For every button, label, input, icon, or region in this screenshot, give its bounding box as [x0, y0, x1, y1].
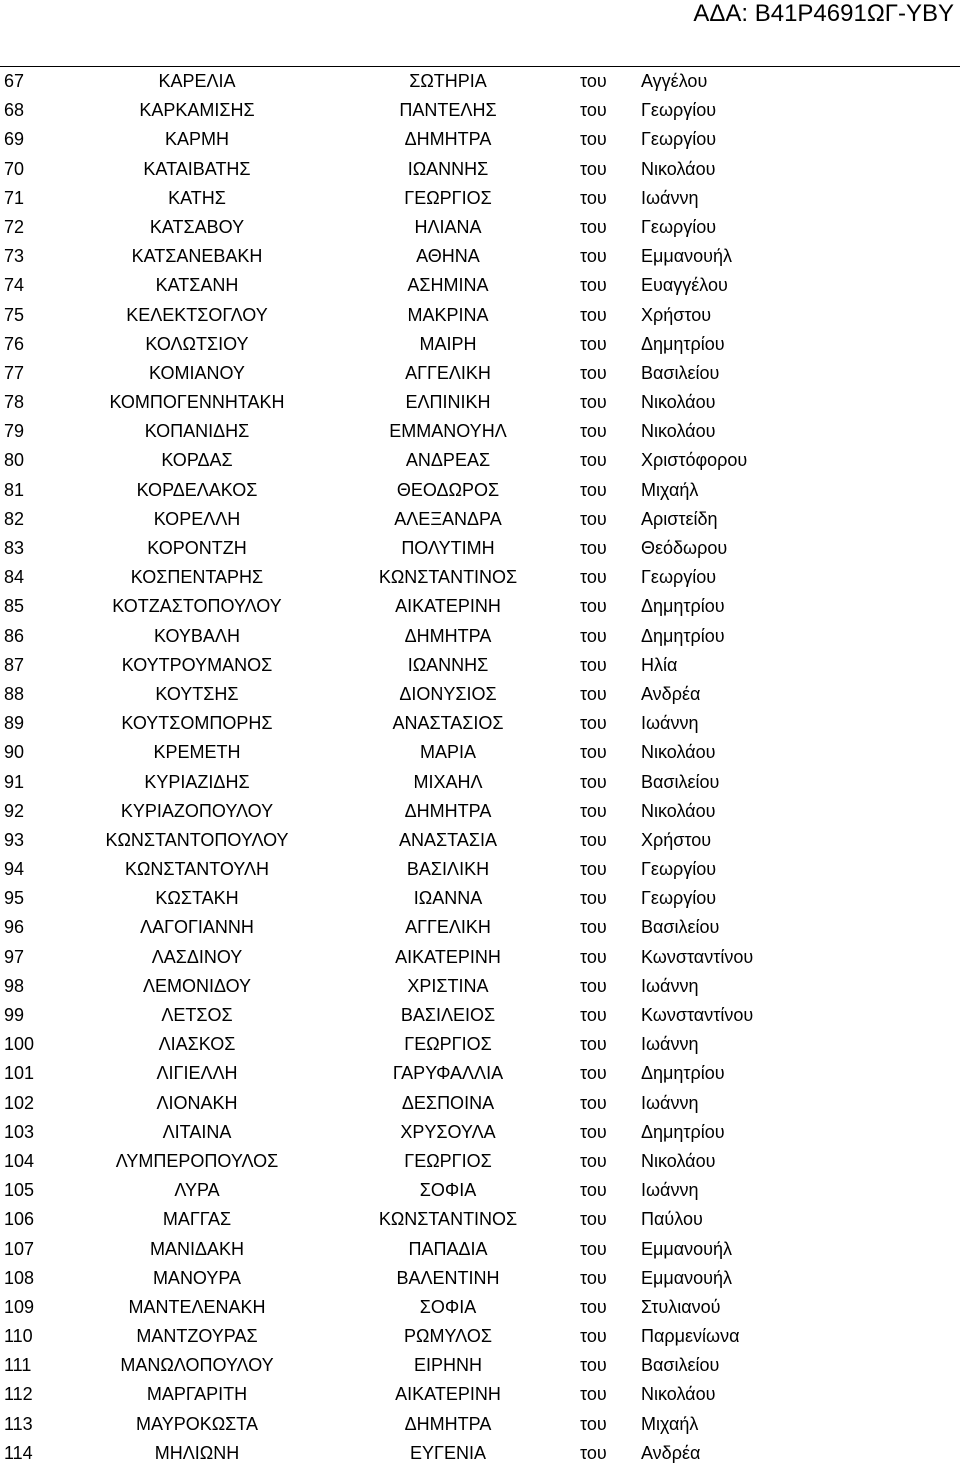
table-row	[0, 1322, 960, 1351]
surname-cell: ΚΟΡΕΛΛΗ	[153, 508, 241, 529]
surname-cell: ΜΑΥΡΟΚΩΣΤΑ	[136, 1413, 258, 1434]
father-name-cell: Ιωάννη	[641, 713, 699, 734]
first-name-cell: ΧΡΙΣΤΙΝΑ	[407, 975, 489, 996]
of-word-cell: του	[580, 1063, 607, 1084]
father-name-cell: Γεωργίου	[641, 129, 717, 150]
first-name-cell: ΕΙΡΗΝΗ	[413, 1355, 482, 1376]
first-name-cell: ΕΜΜΑΝΟΥΗΛ	[389, 421, 507, 442]
of-word-cell: του	[580, 742, 607, 763]
first-name-cell: ΣΩΤΗΡΙΑ	[409, 71, 487, 91]
table-row	[0, 1118, 960, 1147]
first-name-cell: ΒΑΛΕΝΤΙΝΗ	[396, 1267, 500, 1288]
row-number: 69	[4, 129, 25, 150]
surname-cell: ΚΥΡΙΑΖΟΠΟΥΛΟΥ	[120, 800, 274, 821]
of-word-cell: του	[580, 800, 607, 821]
row-number: 76	[4, 333, 25, 354]
of-word-cell: του	[580, 567, 607, 588]
first-name-cell: ΜΙΧΑΗΛ	[413, 771, 483, 792]
row-number: 86	[4, 625, 25, 646]
father-name-cell: Δημητρίου	[641, 596, 725, 617]
surname-cell: ΚΟΥΤΣΗΣ	[155, 683, 239, 704]
row-number: 100	[4, 1034, 35, 1055]
father-name-cell: Νικολάου	[641, 1384, 716, 1405]
first-name-cell: ΔΙΟΝΥΣΙΟΣ	[399, 683, 497, 704]
surname-cell: ΚΥΡΙΑΖΙΔΗΣ	[144, 771, 250, 792]
of-word-cell: του	[580, 625, 607, 646]
surname-cell: ΛΥΜΠΕΡΟΠΟΥΛΟΣ	[115, 1150, 279, 1171]
surname-cell: ΚΟΡΟΝΤΖΗ	[147, 538, 247, 558]
surname-cell: ΚΑΤΣΑΝΗ	[155, 275, 239, 296]
surname-cell: ΛΙΤΑΙΝΑ	[162, 1121, 232, 1142]
first-name-cell: ΣΟΦΙΑ	[419, 1180, 477, 1201]
of-word-cell: του	[580, 1005, 607, 1025]
father-name-cell: Ιωάννη	[641, 1034, 699, 1055]
table-row	[0, 446, 960, 475]
surname-cell: ΜΑΡΓΑΡΙΤΗ	[146, 1384, 248, 1405]
row-number: 84	[4, 567, 25, 588]
first-name-cell: ΕΛΠΙΝΙΚΗ	[405, 392, 491, 413]
surname-cell: ΛΙΑΣΚΟΣ	[158, 1034, 236, 1055]
row-number: 98	[4, 975, 25, 996]
table-row	[0, 301, 960, 330]
father-name-cell: Δημητρίου	[641, 625, 725, 646]
first-name-cell: ΑΣΗΜΙΝΑ	[407, 275, 489, 296]
first-name-cell: ΧΡΥΣΟΥΛΑ	[400, 1121, 496, 1142]
row-number: 111	[4, 1355, 32, 1376]
first-name-cell: ΑΙΚΑΤΕΡΙΝΗ	[395, 1384, 501, 1405]
row-number: 96	[4, 917, 25, 938]
row-number: 67	[4, 71, 25, 91]
father-name-cell: Δημητρίου	[641, 1063, 725, 1084]
row-number: 88	[4, 683, 25, 704]
table-row	[0, 534, 960, 563]
father-name-cell: Ιωάννη	[641, 187, 699, 208]
father-name-cell: Δημητρίου	[641, 1121, 725, 1142]
first-name-cell: ΙΩΑΝΝΗΣ	[407, 654, 489, 675]
row-number: 72	[4, 216, 25, 237]
row-number: 113	[4, 1413, 33, 1434]
row-number: 101	[4, 1063, 35, 1084]
father-name-cell: Εμμανουήλ	[641, 1238, 733, 1259]
first-name-cell: ΑΙΚΑΤΕΡΙΝΗ	[395, 596, 501, 617]
table-row	[0, 1059, 960, 1088]
table-row	[0, 592, 960, 621]
surname-cell: ΜΑΝΩΛΟΠΟΥΛΟΥ	[120, 1355, 274, 1376]
surname-cell: ΚΑΡΚΑΜΙΣΗΣ	[139, 100, 255, 121]
first-name-cell: ΑΓΓΕΛΙΚΗ	[405, 362, 491, 383]
of-word-cell: του	[580, 1296, 607, 1317]
of-word-cell: του	[580, 479, 607, 500]
first-name-cell: ΑΙΚΑΤΕΡΙΝΗ	[395, 946, 501, 967]
row-number: 99	[4, 1005, 25, 1025]
table-row	[0, 1410, 960, 1439]
of-word-cell: του	[580, 1267, 607, 1288]
surname-cell: ΚΟΣΠΕΝΤΑΡΗΣ	[130, 567, 264, 588]
surname-cell: ΛΕΜΟΝΙΔΟΥ	[142, 975, 252, 996]
of-word-cell: του	[580, 392, 607, 413]
row-number: 114	[4, 1442, 33, 1463]
first-name-cell: ΓΕΩΡΓΙΟΣ	[404, 187, 492, 208]
of-word-cell: του	[580, 1238, 607, 1259]
of-word-cell: του	[580, 1355, 607, 1376]
father-name-cell: Νικολάου	[641, 392, 716, 413]
surname-cell: ΚΑΤΗΣ	[168, 187, 226, 208]
father-name-cell: Χρήστου	[641, 304, 712, 325]
first-name-cell: ΑΛΕΞΑΝΔΡΑ	[394, 508, 502, 529]
surname-cell: ΚΟΜΠΟΓΕΝΝΗΤΑΚΗ	[109, 392, 285, 413]
father-name-cell: Ιωάννη	[641, 1180, 699, 1201]
of-word-cell: του	[580, 829, 607, 850]
row-number: 108	[4, 1267, 35, 1288]
surname-cell: ΚΩΝΣΤΑΝΤΟΥΛΗ	[124, 859, 270, 880]
of-word-cell: του	[580, 1092, 607, 1113]
row-number: 89	[4, 713, 25, 734]
table-row	[0, 709, 960, 738]
of-word-cell: του	[580, 333, 607, 354]
ada-header: ΑΔΑ: Β41Ρ4691ΩΓ-ΥΒΥ	[693, 0, 954, 27]
surname-cell: ΚΟΡΔΕΛΑΚΟΣ	[136, 479, 258, 500]
surname-cell: ΛΑΓΟΓΙΑΝΝΗ	[140, 917, 254, 938]
surname-cell: ΛΕΤΣΟΣ	[161, 1005, 233, 1025]
father-name-cell: Γεωργίου	[641, 859, 717, 880]
of-word-cell: του	[580, 1209, 607, 1230]
first-name-cell: ΗΛΙΑΝΑ	[414, 216, 482, 237]
of-word-cell: του	[580, 1150, 607, 1171]
table-row	[0, 563, 960, 592]
first-name-cell: ΔΗΜΗΤΡΑ	[404, 1413, 492, 1434]
table-row	[0, 1380, 960, 1409]
father-name-cell: Χρήστου	[641, 829, 712, 850]
of-word-cell: του	[580, 713, 607, 734]
row-number: 91	[4, 771, 25, 792]
surname-cell: ΜΑΓΓΑΣ	[162, 1209, 232, 1230]
first-name-cell: ΑΝΑΣΤΑΣΙΑ	[399, 829, 497, 850]
of-word-cell: του	[580, 129, 607, 150]
table-row	[0, 680, 960, 709]
table-row	[0, 388, 960, 417]
first-name-cell: ΜΑΡΙΑ	[419, 742, 476, 763]
father-name-cell: Ιωάννη	[641, 975, 699, 996]
of-word-cell: του	[580, 450, 607, 471]
surname-cell: ΚΕΛΕΚΤΣΟΓΛΟΥ	[126, 304, 268, 325]
table-row	[0, 768, 960, 797]
table-row	[0, 67, 960, 96]
surname-cell: ΚΟΜΙΑΝΟΥ	[149, 362, 245, 383]
row-number: 105	[4, 1180, 35, 1201]
first-name-cell: ΠΑΝΤΕΛΗΣ	[399, 100, 497, 121]
row-number: 94	[4, 859, 25, 880]
table-row	[0, 476, 960, 505]
row-number: 90	[4, 742, 25, 763]
of-word-cell: του	[580, 187, 607, 208]
surname-cell: ΚΟΡΔΑΣ	[161, 450, 233, 471]
first-name-cell: ΙΩΑΝΝΗΣ	[407, 158, 489, 179]
first-name-cell: ΕΥΓΕΝΙΑ	[410, 1442, 486, 1463]
first-name-cell: ΙΩΑΝΝΑ	[413, 888, 483, 909]
of-word-cell: του	[580, 1413, 607, 1434]
first-name-cell: ΓΑΡΥΦΑΛΛΙΑ	[392, 1063, 504, 1084]
table-row	[0, 213, 960, 242]
first-name-cell: ΔΕΣΠΟΙΝΑ	[401, 1092, 495, 1113]
of-word-cell: του	[580, 975, 607, 996]
surname-cell: ΜΑΝΤΕΛΕΝΑΚΗ	[128, 1296, 266, 1317]
of-word-cell: του	[580, 246, 607, 267]
of-word-cell: του	[580, 421, 607, 442]
surname-cell: ΚΑΤΣΑΝΕΒΑΚΗ	[131, 246, 263, 267]
surname-cell: ΛΙΟΝΑΚΗ	[156, 1092, 238, 1113]
table-row	[0, 622, 960, 651]
father-name-cell: Ευαγγέλου	[641, 275, 728, 296]
table-row	[0, 1001, 960, 1030]
row-number: 93	[4, 829, 25, 850]
surname-cell: ΛΥΡΑ	[174, 1180, 220, 1201]
row-number: 73	[4, 246, 25, 267]
of-word-cell: του	[580, 216, 607, 237]
first-name-cell: ΣΟΦΙΑ	[419, 1296, 477, 1317]
table-row	[0, 1235, 960, 1264]
table-row	[0, 1176, 960, 1205]
row-number: 68	[4, 100, 25, 121]
row-number: 81	[4, 479, 25, 500]
of-word-cell: του	[580, 275, 607, 296]
first-name-cell: ΜΑΙΡΗ	[419, 333, 477, 354]
first-name-cell: ΑΝΑΣΤΑΣΙΟΣ	[392, 713, 504, 734]
first-name-cell: ΔΗΜΗΤΡΑ	[404, 800, 492, 821]
row-number: 83	[4, 538, 25, 558]
first-name-cell: ΒΑΣΙΛΕΙΟΣ	[400, 1005, 496, 1025]
row-number: 104	[4, 1150, 35, 1171]
row-number: 77	[4, 362, 25, 383]
surname-cell: ΚΟΥΤΡΟΥΜΑΝΟΣ	[121, 654, 273, 675]
father-name-cell: Δημητρίου	[641, 333, 725, 354]
table-row	[0, 1439, 960, 1468]
father-name-cell: Βασιλείου	[641, 917, 720, 938]
of-word-cell: του	[580, 859, 607, 880]
table-row	[0, 155, 960, 184]
father-name-cell: Γεωργίου	[641, 100, 717, 121]
father-name-cell: Ανδρέα	[641, 683, 701, 704]
father-name-cell: Νικολάου	[641, 421, 716, 442]
table-row	[0, 651, 960, 680]
of-word-cell: του	[580, 888, 607, 909]
father-name-cell: Κωνσταντίνου	[641, 1005, 754, 1025]
surname-cell: ΜΗΛΙΩΝΗ	[154, 1442, 240, 1463]
row-number: 75	[4, 304, 25, 325]
row-number: 95	[4, 888, 25, 909]
of-word-cell: του	[580, 1326, 607, 1347]
row-number: 70	[4, 158, 25, 179]
surname-cell: ΛΙΓΙΕΛΛΗ	[156, 1063, 238, 1084]
row-number: 79	[4, 421, 25, 442]
father-name-cell: Εμμανουήλ	[641, 1267, 733, 1288]
row-number: 107	[4, 1238, 35, 1259]
father-name-cell: Παύλου	[641, 1209, 703, 1230]
first-name-cell: ΠΑΠΑΔΙΑ	[408, 1238, 488, 1259]
surname-cell: ΚΩΣΤΑΚΗ	[155, 888, 239, 909]
of-word-cell: του	[580, 1442, 607, 1463]
of-word-cell: του	[580, 538, 607, 558]
surname-cell: ΚΑΡΜΗ	[164, 129, 229, 150]
row-number: 112	[4, 1384, 33, 1405]
surname-cell: ΜΑΝΙΔΑΚΗ	[149, 1238, 245, 1259]
surname-cell: ΚΟΠΑΝΙΔΗΣ	[144, 421, 250, 442]
father-name-cell: Εμμανουήλ	[641, 246, 733, 267]
table-row	[0, 271, 960, 300]
row-number: 85	[4, 596, 25, 617]
table-row	[0, 913, 960, 942]
table-row	[0, 1030, 960, 1059]
of-word-cell: του	[580, 304, 607, 325]
table-row	[0, 125, 960, 154]
father-name-cell: Κωνσταντίνου	[641, 946, 754, 967]
row-number: 110	[4, 1326, 33, 1347]
table-row	[0, 972, 960, 1001]
row-number: 103	[4, 1121, 35, 1142]
of-word-cell: του	[580, 158, 607, 179]
row-number: 109	[4, 1296, 35, 1317]
table-row	[0, 96, 960, 125]
table-row	[0, 242, 960, 271]
of-word-cell: του	[580, 946, 607, 967]
row-number: 87	[4, 654, 25, 675]
surname-cell: ΜΑΝΤΖΟΥΡΑΣ	[136, 1326, 258, 1347]
father-name-cell: Στυλιανού	[641, 1296, 721, 1317]
father-name-cell: Μιχαήλ	[641, 1413, 699, 1434]
of-word-cell: του	[580, 1034, 607, 1055]
of-word-cell: του	[580, 1180, 607, 1201]
father-name-cell: Θεόδωρου	[641, 538, 728, 558]
surname-cell: ΚΟΥΤΣΟΜΠΟΡΗΣ	[121, 713, 273, 734]
first-name-cell: ΑΓΓΕΛΙΚΗ	[405, 917, 491, 938]
first-name-cell: ΓΕΩΡΓΙΟΣ	[404, 1150, 492, 1171]
row-number: 97	[4, 946, 25, 967]
table-row	[0, 855, 960, 884]
surname-cell: ΜΑΝΟΥΡΑ	[152, 1267, 242, 1288]
father-name-cell: Μιχαήλ	[641, 479, 699, 500]
of-word-cell: του	[580, 1121, 607, 1142]
row-number: 102	[4, 1092, 35, 1113]
table-row	[0, 505, 960, 534]
father-name-cell: Νικολάου	[641, 742, 716, 763]
of-word-cell: του	[580, 771, 607, 792]
of-word-cell: του	[580, 362, 607, 383]
father-name-cell: Νικολάου	[641, 1150, 716, 1171]
row-number: 78	[4, 392, 25, 413]
table-row	[0, 1147, 960, 1176]
table-row	[0, 1351, 960, 1380]
father-name-cell: Χριστόφορου	[641, 450, 748, 471]
surname-cell: ΚΟΤΖΑΣΤΟΠΟΥΛΟΥ	[112, 596, 282, 617]
father-name-cell: Γεωργίου	[641, 567, 717, 588]
father-name-cell: Βασιλείου	[641, 362, 720, 383]
row-number: 80	[4, 450, 25, 471]
surname-cell: ΚΡΕΜΕΤΗ	[153, 742, 241, 763]
table-row	[0, 359, 960, 388]
row-number: 82	[4, 508, 25, 529]
of-word-cell: του	[580, 596, 607, 617]
of-word-cell: του	[580, 654, 607, 675]
table-row	[0, 1264, 960, 1293]
of-word-cell: του	[580, 917, 607, 938]
row-number: 74	[4, 275, 25, 296]
first-name-cell: ΑΘΗΝΑ	[416, 246, 480, 267]
table-row	[0, 943, 960, 972]
table-row	[0, 184, 960, 213]
father-name-cell: Βασιλείου	[641, 1355, 720, 1376]
surname-cell: ΚΟΛΩΤΣΙΟΥ	[145, 333, 249, 354]
surname-cell: ΚΑΤΣΑΒΟΥ	[149, 216, 245, 237]
first-name-cell: ΓΕΩΡΓΙΟΣ	[404, 1034, 492, 1055]
table-row	[0, 330, 960, 359]
surname-cell: ΚΩΝΣΤΑΝΤΟΠΟΥΛΟΥ	[105, 829, 289, 850]
first-name-cell: ΚΩΝΣΤΑΝΤΙΝΟΣ	[378, 567, 518, 588]
of-word-cell: του	[580, 683, 607, 704]
first-name-cell: ΑΝΔΡΕΑΣ	[405, 450, 491, 471]
of-word-cell: του	[580, 508, 607, 529]
surname-cell: ΚΑΤΑΙΒΑΤΗΣ	[143, 158, 251, 179]
row-number: 106	[4, 1209, 35, 1230]
table-row	[0, 1089, 960, 1118]
father-name-cell: Ανδρέα	[641, 1442, 701, 1463]
table-row	[0, 1293, 960, 1322]
surname-cell: ΛΑΣΔΙΝΟΥ	[151, 946, 243, 967]
table-row	[0, 417, 960, 446]
father-name-cell: Αριστείδη	[641, 508, 718, 529]
father-name-cell: Γεωργίου	[641, 216, 717, 237]
of-word-cell: του	[580, 71, 607, 91]
first-name-cell: ΔΗΜΗΤΡΑ	[404, 625, 492, 646]
row-number: 92	[4, 800, 25, 821]
row-number: 71	[4, 187, 25, 208]
father-name-cell: Γεωργίου	[641, 888, 717, 909]
table-row	[0, 826, 960, 855]
father-name-cell: Παρμενίωνα	[641, 1326, 740, 1347]
surname-cell: ΚΟΥΒΑΛΗ	[154, 625, 240, 646]
table-row	[0, 884, 960, 913]
father-name-cell: Νικολάου	[641, 158, 716, 179]
table-row	[0, 1205, 960, 1234]
first-name-cell: ΔΗΜΗΤΡΑ	[404, 129, 492, 150]
of-word-cell: του	[580, 1384, 607, 1405]
first-name-cell: ΠΟΛΥΤΙΜΗ	[401, 538, 495, 558]
father-name-cell: Βασιλείου	[641, 771, 720, 792]
table-row	[0, 797, 960, 826]
first-name-cell: ΡΩΜΥΛΟΣ	[404, 1326, 492, 1347]
father-name-cell: Ιωάννη	[641, 1092, 699, 1113]
first-name-cell: ΚΩΝΣΤΑΝΤΙΝΟΣ	[378, 1209, 518, 1230]
of-word-cell: του	[580, 100, 607, 121]
names-table	[0, 66, 960, 1468]
father-name-cell: Ηλία	[641, 654, 678, 675]
father-name-cell: Αγγέλου	[641, 71, 708, 91]
father-name-cell: Νικολάου	[641, 800, 716, 821]
surname-cell: ΚΑΡΕΛΙΑ	[158, 71, 236, 91]
table-row	[0, 738, 960, 767]
first-name-cell: ΜΑΚΡΙΝΑ	[407, 304, 489, 325]
first-name-cell: ΘΕΟΔΩΡΟΣ	[396, 479, 500, 500]
first-name-cell: ΒΑΣΙΛΙΚΗ	[406, 859, 490, 880]
